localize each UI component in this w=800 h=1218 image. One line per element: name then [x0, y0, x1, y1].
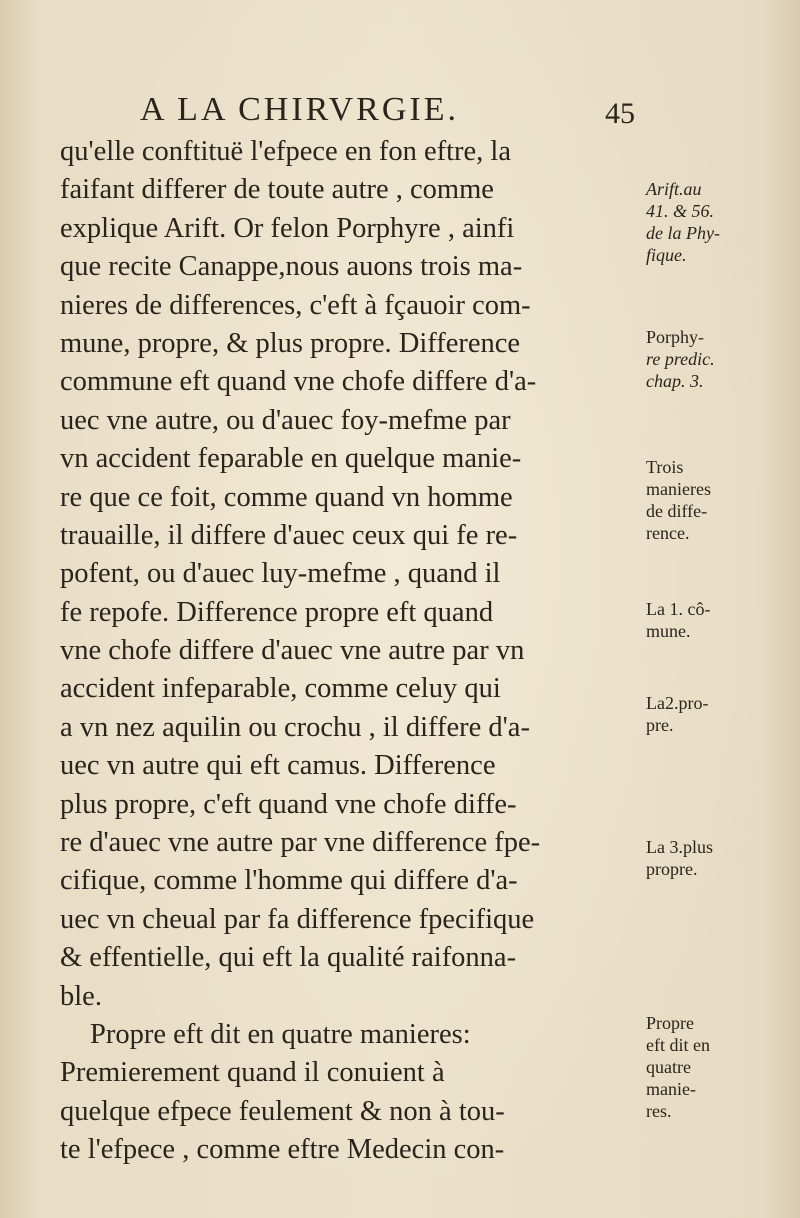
text-line: accident infeparable, comme celuy qui — [60, 673, 501, 705]
text-line: a vn nez aquilin ou crochu , il differe d'a- — [60, 711, 530, 743]
margin-note-line: manieres — [646, 479, 711, 499]
text-line: que recite Canappe,nous auons trois ma- — [60, 251, 523, 283]
margin-note-line: La 3.plus — [646, 837, 713, 857]
text-line: uec vn autre qui eft camus. Difference — [60, 750, 496, 782]
margin-note-arist — [646, 178, 796, 266]
page-number: 45 — [605, 97, 635, 130]
margin-note-line: de la Phy- — [646, 223, 720, 243]
text-line: re d'auec vne autre par vne difference fpe- — [60, 827, 541, 859]
margin-note-line: Trois — [646, 457, 684, 477]
text-line: commune eft quand vne chofe differe d'a- — [60, 366, 537, 398]
margin-note-plus-propre — [646, 836, 796, 880]
margin-note-line: La 1. cô- — [646, 599, 711, 619]
margin-note-propre-quatre — [646, 1012, 796, 1122]
margin-note-commune — [646, 598, 796, 642]
text-line: uec vn cheual par fa difference fpecifique — [60, 903, 535, 935]
main-text-block — [60, 133, 640, 1170]
margin-note-line: de diffe- — [646, 501, 708, 521]
text-line: quelque efpece feulement & non à tou- — [60, 1095, 505, 1127]
margin-note-line: Arift.au — [646, 179, 702, 199]
margin-note-line: quatre — [646, 1057, 691, 1077]
margin-note-trois-manieres — [646, 456, 796, 544]
text-line: Propre eft dit en quatre manieres: — [90, 1018, 471, 1050]
text-line: qu'elle conftituë l'efpece en fon eftre, la — [60, 136, 511, 167]
margin-note-porphyre — [646, 326, 796, 392]
margin-note-line: Porphy- — [646, 327, 704, 347]
margin-note-line: eft dit en — [646, 1035, 710, 1055]
margin-note-propre — [646, 692, 796, 736]
margin-note-line: propre. — [646, 859, 698, 879]
text-line: explique Arift. Or felon Porphyre , ainfi — [60, 212, 515, 244]
text-line: mune, propre, & plus propre. Difference — [60, 327, 521, 359]
text-line: ble. — [60, 980, 102, 1012]
margin-note-line: La2.pro- — [646, 693, 709, 713]
margin-note-line: fique. — [646, 245, 687, 265]
text-line: Premierement quand il conuient à — [60, 1057, 445, 1089]
text-line: & effentielle, qui eft la qualité raifonna- — [60, 942, 517, 974]
margin-note-line: res. — [646, 1101, 672, 1121]
text-line: cifique, comme l'homme qui differe d'a- — [60, 865, 518, 897]
text-line: vn accident feparable en quelque manie- — [60, 443, 522, 475]
text-line: te l'efpece , comme eftre Medecin con- — [60, 1134, 505, 1166]
margin-note-line: manie- — [646, 1079, 696, 1099]
margin-note-line: Propre — [646, 1013, 694, 1033]
text-line: re que ce foit, comme quand vn homme — [60, 481, 513, 513]
text-line: uec vne autre, ou d'auec foy-mefme par — [60, 404, 511, 436]
running-head: A LA CHIRVRGIE. — [140, 91, 460, 128]
text-line: trauaille, il differe d'auec ceux qui fe re- — [60, 519, 518, 551]
margin-note-line: re predic. — [646, 349, 715, 369]
text-line: pofent, ou d'auec luy-mefme , quand il — [60, 558, 501, 590]
page-header — [140, 88, 660, 132]
margin-note-line: chap. 3. — [646, 371, 704, 391]
margin-note-line: rence. — [646, 523, 690, 543]
margin-note-line: pre. — [646, 715, 674, 735]
text-line: faifant differer de toute autre , comme — [60, 174, 494, 206]
text-line: plus propre, c'eft quand vne chofe diffe- — [60, 788, 517, 820]
margin-note-line: mune. — [646, 621, 691, 641]
text-line: vne chofe differe d'auec vne autre par vn — [60, 635, 525, 667]
text-line: fe repofe. Difference propre eft quand — [60, 596, 494, 628]
text-line: nieres de differences, c'eft à fçauoir com- — [60, 289, 531, 321]
margin-note-line: 41. & 56. — [646, 201, 715, 221]
